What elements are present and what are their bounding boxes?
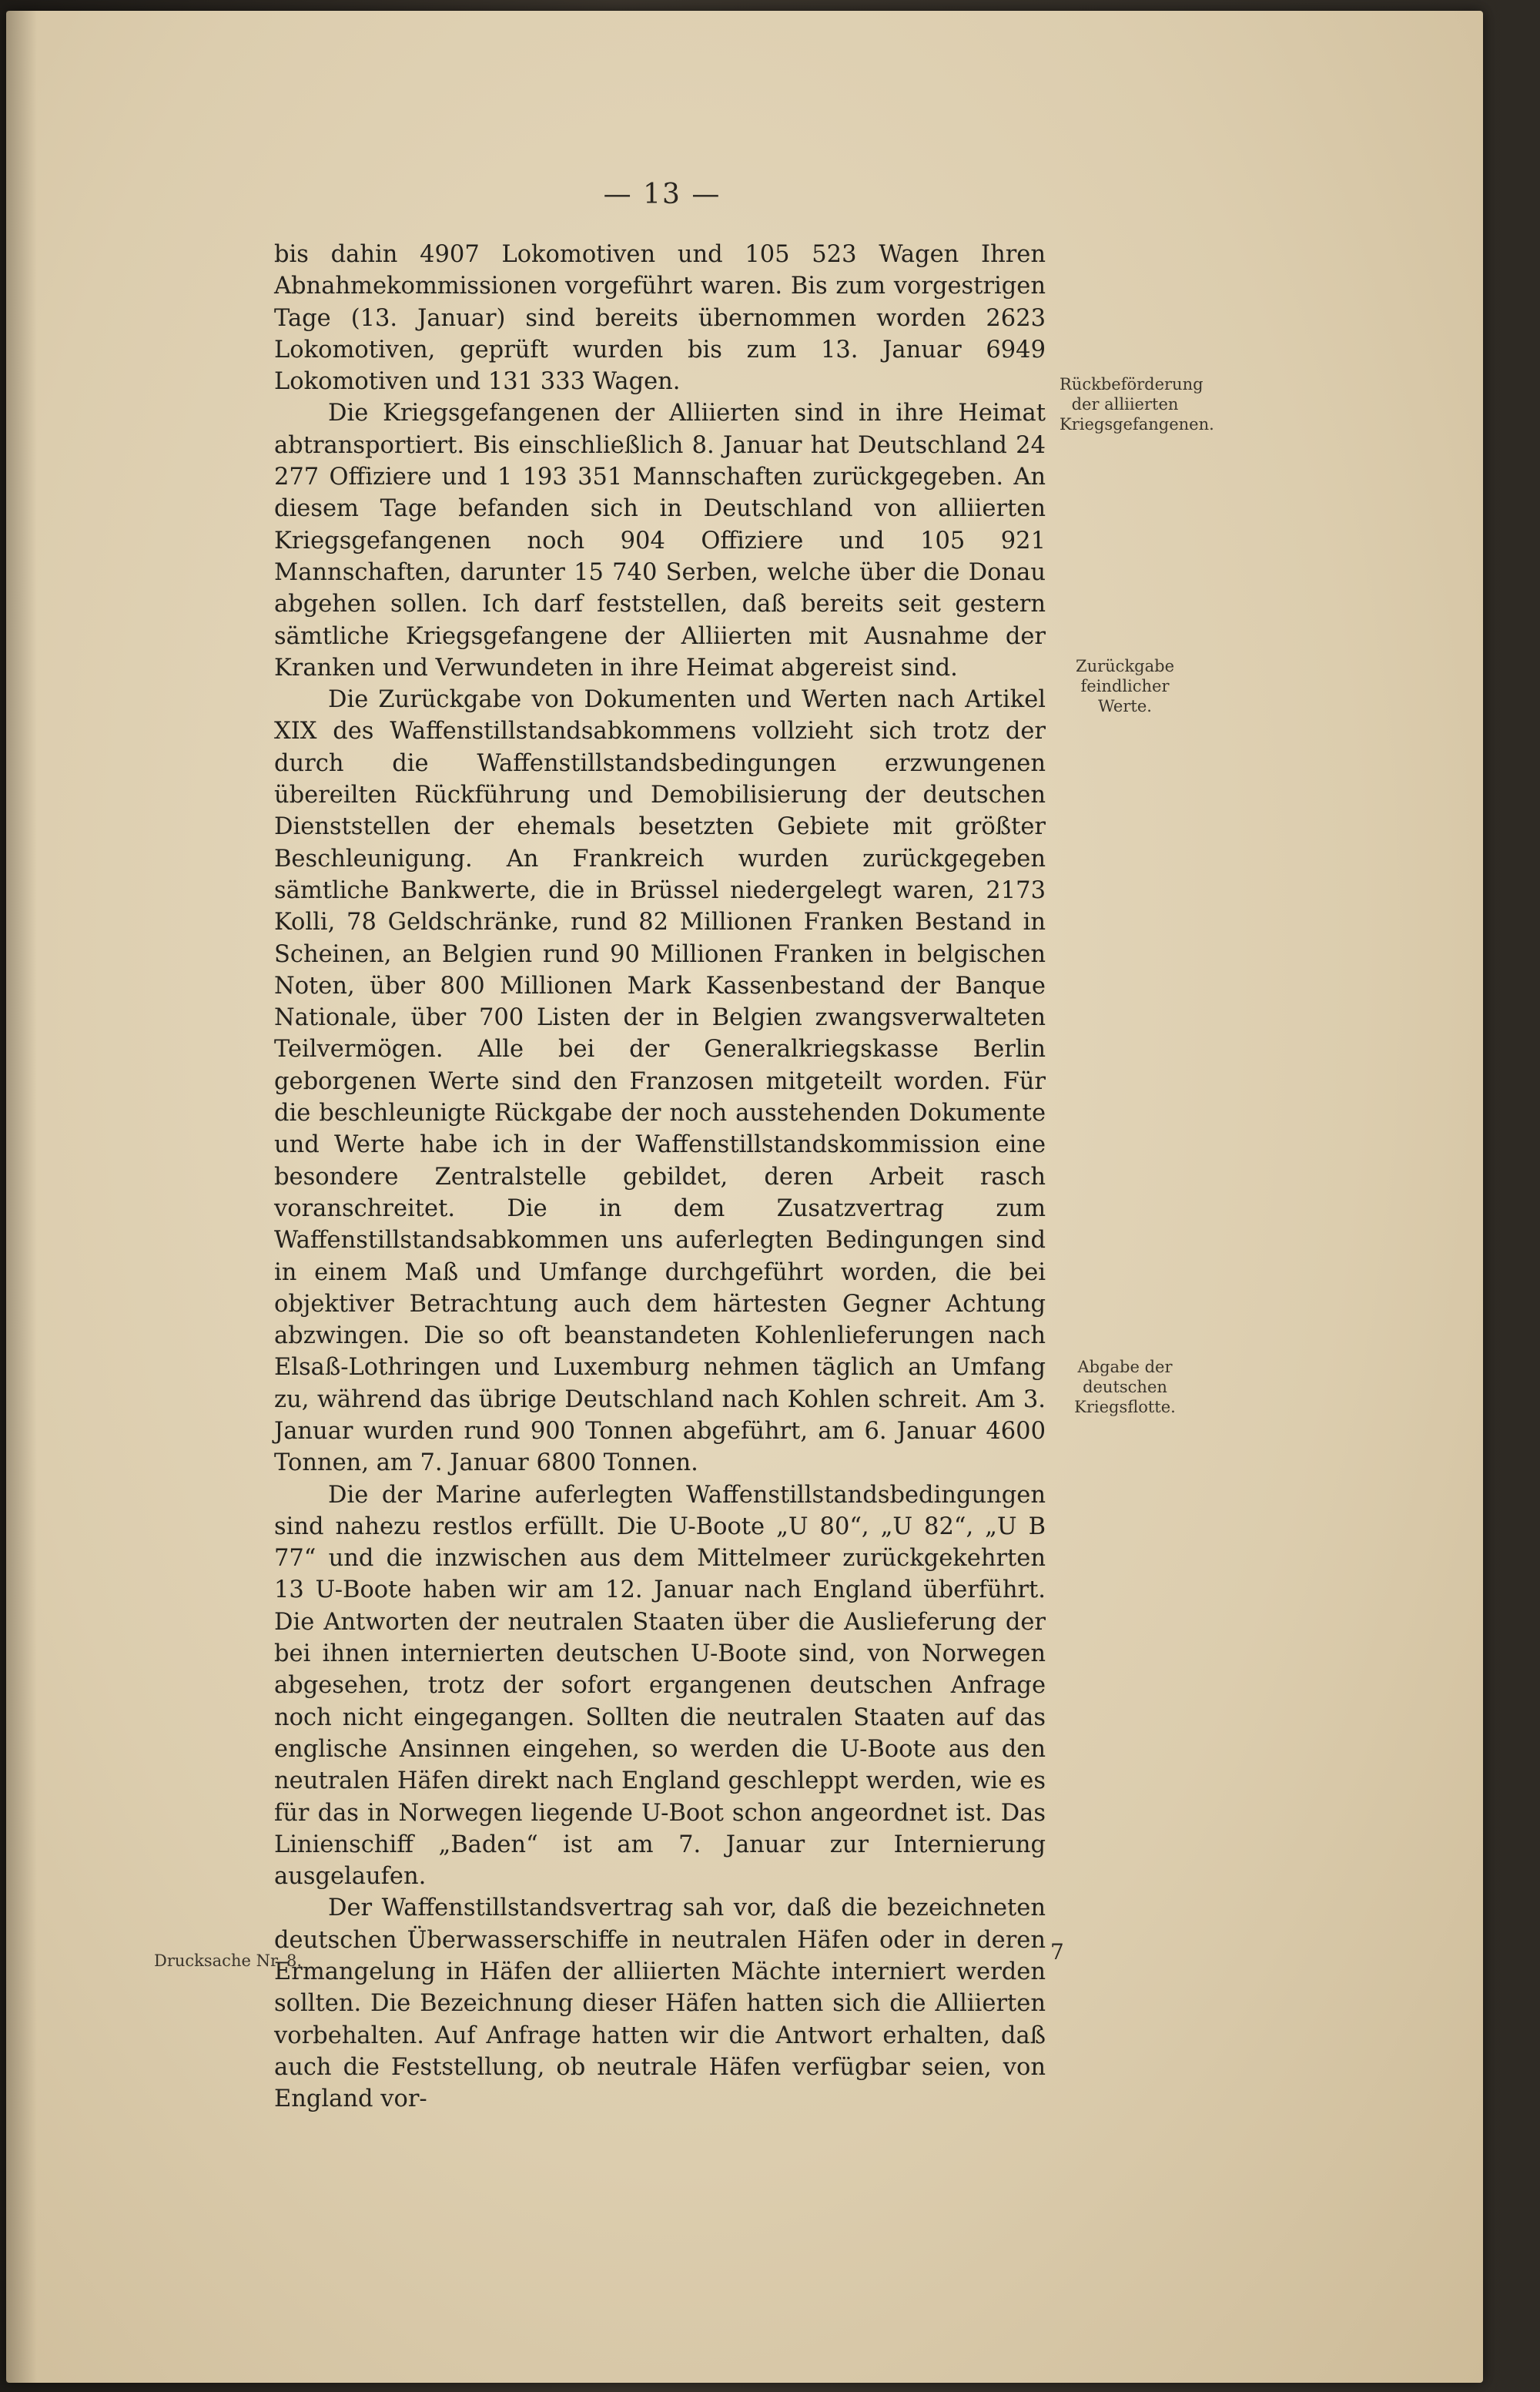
margin-note-prisoners: Rückbeförderung der alliierten Kriegsgefangenen.: [1060, 375, 1214, 434]
paragraph-navy: Die der Marine auferlegten Waffenstillstandsbedingungen sind nahezu restlos erfüllt. Die U-Boote „U 80“, „U 82“, „U B 77“ und die inzwischen aus dem Mittelmeer zurückgekehrten 13 U-Boote haben wir am 12. Januar nach England überführt. Die Antworten der neutralen Staaten über die Auslieferung der bei ihnen internierten deutschen U-Boote sind, von Norwegen abgesehen, trotz der sofort ergangenen deutschen Anfrage noch nicht eingegangen. Sollten die neutralen Staaten auf das englische Ansinnen eingehen, so werden die U-Boote aus den neutralen Häfen direkt nach England geschleppt werden, wie es für das in Norwegen liegende U-Boot schon angeordnet ist. Das Linienschiff „Baden“ ist am 7. Januar zur Internierung ausgelaufen.: [274, 1481, 1046, 1891]
footer-print-reference: Drucksache Nr. 8.: [154, 1951, 303, 1970]
margin-note-values: Zurückgabe feindlicher Werte.: [1076, 657, 1174, 715]
page-spine-shadow: [6, 11, 37, 2383]
paragraph-locomotives: bis dahin 4907 Lokomotiven und 105 523 Wagen Ihren Abnahmekommissionen vorgeführt waren. Bis zum vorgestrigen Tage (13. Januar) sind bereits übernommen worden 2623 Lokomotiven, geprüft wurden bis zum 13. Januar 6949 Lokomotiven und 131 333 Wagen.: [274, 241, 1046, 396]
paragraph-return-of-values: Die Zurückgabe von Dokumenten und Werten nach Artikel XIX des Waffenstillstandsabkommens vollzieht sich trotz der durch die Waffenstillstandsbedingungen erzwungenen übereilten Rückführung und Demobilisierung der deutschen Dienststellen der ehemals besetzten Gebiete mit größter Beschleunigung. An Frankreich wurden zurückgegeben sämtliche Bankwerte, die in Brüssel niedergelegt waren, 2173 Kolli, 78 Geldschränke, rund 82 Millionen Franken Bestand in Scheinen, an Belgien rund 90 Millionen Franken in belgischen Noten, über 800 Millionen Mark Kassenbestand der Banque Nationale, über 700 Listen der in Belgien zwangsverwalteten Teilvermögen. Alle bei der Generalkriegskasse Berlin geborgenen Werte sind den Franzosen mitgeteilt worden. Für die beschleunigte Rückgabe der noch ausstehenden Dokumente und Werte habe ich in der Waffenstillstandskommission eine besondere Zentralstelle gebildet, deren Arbeit rasch voranschreitet. Die in dem Zusatzvertrag zum Waffenstillstandsabkommen uns auferlegten Bedingungen sind in einem Maß und Umfange durchgeführt worden, die bei objektiver Betrachtung auch dem härtesten Gegner Achtung abzwingen. Die so oft beanstandeten Kohlenlieferungen nach Elsaß-Lothringen und Luxemburg nehmen täglich an Umfang zu, während das übrige Deutschland nach Kohlen schreit. Am 3. Januar wurden rund 900 Tonnen abgeführt, am 6. Januar 4600 Tonnen, am 7. Januar 6800 Tonnen.: [274, 686, 1046, 1477]
body-text: [274, 239, 1046, 2116]
paragraph-armistice-ships: Der Waffenstillstandsvertrag sah vor, daß die bezeichneten deutschen Überwasserschiffe in neutralen Häfen oder in deren Ermangelung in Häfen der alliierten Mächte interniert werden sollten. Die Bezeichnung dieser Häfen hatten sich die Alliierten vorbehalten. Auf Anfrage hatten wir die Antwort erhalten, daß auch die Feststellung, ob neutrale Häfen verfügbar seien, von England vor-: [274, 1895, 1046, 2113]
paragraph-prisoners-of-war: Die Kriegsgefangenen der Alliierten sind in ihre Heimat abtransportiert. Bis einschließlich 8. Januar hat Deutschland 24 277 Offiziere und 1 193 351 Mannschaften zurückgegeben. An diesem Tage befanden sich in Deutschland von alliierten Kriegsgefangenen noch 904 Offiziere und 105 921 Mannschaften, darunter 15 740 Serben, welche über die Donau abgehen sollen. Ich darf feststellen, daß bereits seit gestern sämtliche Kriegsgefangene der Alliierten mit Ausnahme der Kranken und Verwundeten in ihre Heimat abgereist sind.: [274, 400, 1046, 682]
margin-note-fleet: Abgabe der deutschen Kriegsflotte.: [1074, 1358, 1176, 1416]
signature-mark: 7: [1050, 1939, 1064, 1965]
page-number: — 13 —: [603, 179, 721, 210]
